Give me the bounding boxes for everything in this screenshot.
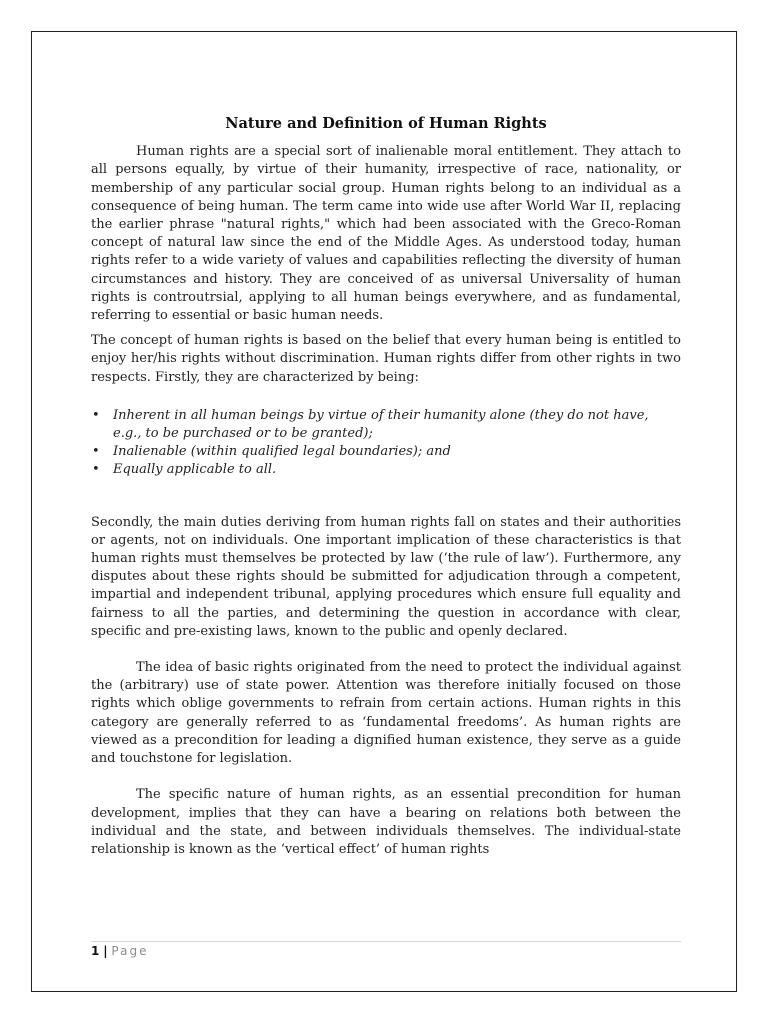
list-item: • Inherent in all human beings by virtue of their humanity alone (they do not have, e.g., to be purchased or to be granted);	[113, 407, 681, 443]
footer-divider	[91, 941, 681, 942]
document-body	[91, 115, 681, 859]
document-page	[31, 31, 737, 992]
paragraph-1: Human rights are a special sort of inalienable moral entitlement. They attach to all persons equally, by virtue of their humanity, irrespective of race, nationality, or membership of any particular social group. Human rights belong to an individual as a consequence of being human. The term came into wide use after World War II, replacing the earlier phrase "natural rights," which had been associated with the Greco-Roman concept of natural law since the end of the Middle Ages. As understood today, human rights refer to a wide variety of values and capabilities reflecting the diversity of human circumstances and history. They are conceived of as universal Universality of human rights is controutrsial, applying to all human beings everywhere, and as fundamental, referring to essential or basic human needs.	[91, 144, 681, 324]
footer-separator: |	[103, 944, 108, 958]
paragraph-3: Secondly, the main duties deriving from human rights fall on states and their authorities or agents, not on individuals. One important implication of these characteristics is that human rights must themselves be protected by law (‘the rule of law’). Furthermore, any disputes about these rights should be submitted for adjudication through a competent, impartial and independent tribunal, applying procedures which ensure full equality and fairness to all the parties, and determining the question in accordance with clear, specific and pre-existing laws, known to the public and openly declared.	[91, 514, 681, 639]
paragraph-2: The concept of human rights is based on the belief that every human being is entitled to enjoy her/his rights without discrimination. Human rights differ from other rights in two respects. Firstly, they are characterized by being:	[91, 333, 681, 385]
paragraph-4: The idea of basic rights originated from the need to protect the individual against the (arbitrary) use of state power. Attention was therefore initially focused on those rights which oblige governments to refrain from certain actions. Human rights in this category are generally referred to as ‘fundamental freedoms’. As human rights are viewed as a precondition for leading a dignified human existence, they serve as a guide and touchstone for legislation.	[91, 660, 681, 767]
page-label: Page	[111, 944, 149, 958]
list-item: • Equally applicable to all.	[113, 461, 681, 479]
page-number: 1	[91, 944, 100, 958]
page-footer	[91, 944, 148, 958]
paragraph-5: The specific nature of human rights, as an essential precondition for human development, implies that they can have a bearing on relations both between the individual and the state, and between individuals themselves. The individual-state relationship is known as the ‘vertical effect’ of human rights	[91, 787, 681, 857]
document-title: Nature and Definition of Human Rights	[225, 115, 547, 132]
characteristics-list	[91, 407, 681, 480]
list-item: • Inalienable (within qualified legal boundaries); and	[113, 443, 681, 461]
